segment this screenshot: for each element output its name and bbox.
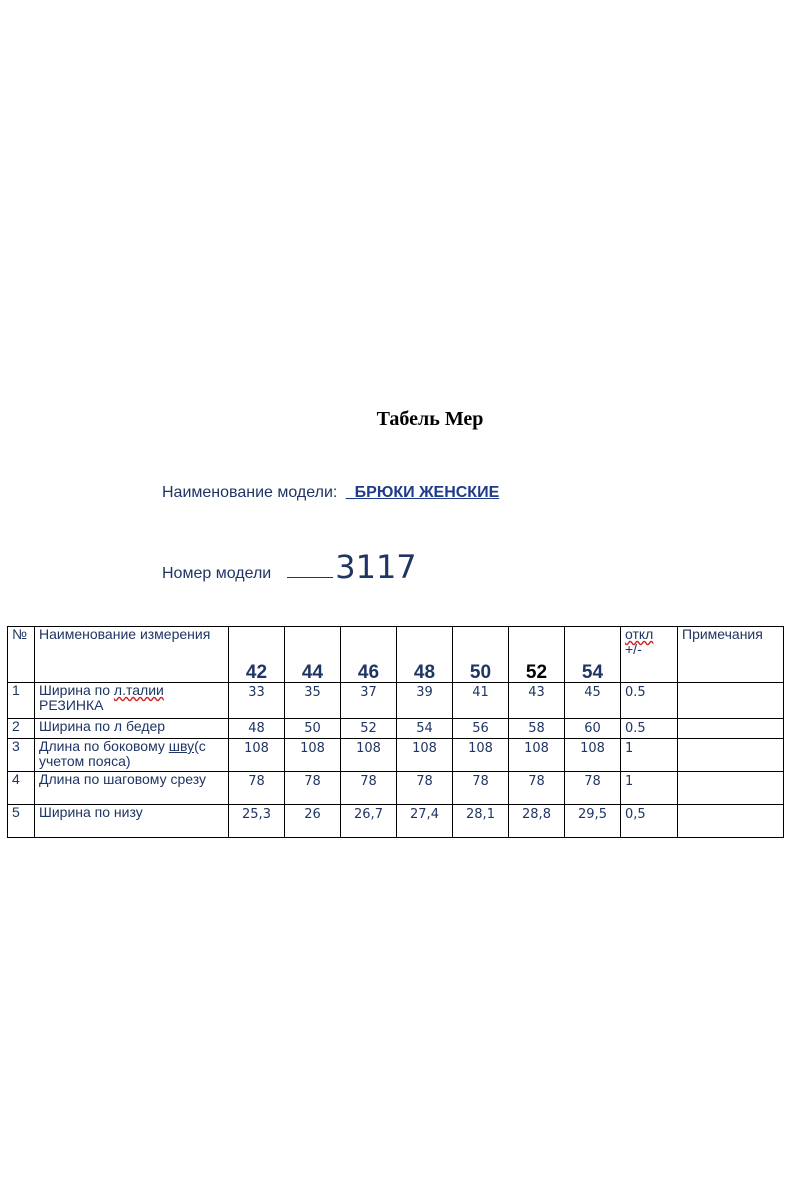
- row-value: 28,8: [509, 805, 565, 838]
- row-value: 108: [229, 739, 285, 772]
- header-measurement-name: Наименование измерения: [35, 627, 229, 683]
- row-name-part: л.талии: [113, 682, 164, 698]
- header-num: №: [8, 627, 35, 683]
- row-notes: [678, 772, 784, 805]
- row-value: 43: [509, 683, 565, 719]
- row-value: 45: [565, 683, 621, 719]
- header-size: 46: [341, 627, 397, 683]
- header-tolerance-top: откл: [625, 626, 654, 642]
- model-number-blank-line: [287, 577, 333, 578]
- document-title: Табель Мер: [376, 408, 484, 430]
- table-header-row: [8, 627, 784, 683]
- row-value: 25,3: [229, 805, 285, 838]
- table-row: [8, 683, 784, 719]
- measurements-table: [7, 626, 784, 838]
- row-value: 78: [229, 772, 285, 805]
- row-notes: [678, 805, 784, 838]
- row-notes: [678, 739, 784, 772]
- row-value: 108: [285, 739, 341, 772]
- row-tolerance: 1: [621, 739, 678, 772]
- model-number-label: Номер модели: [162, 565, 272, 582]
- row-measurement-name: [35, 772, 229, 805]
- header-size: 52: [509, 627, 565, 683]
- row-value: 78: [565, 772, 621, 805]
- row-value: 108: [509, 739, 565, 772]
- row-tolerance: 0.5: [621, 719, 678, 739]
- header-size: 42: [229, 627, 285, 683]
- model-name-value: _БРЮКИ ЖЕНСКИЕ: [345, 484, 500, 501]
- row-value: 56: [453, 719, 509, 739]
- row-tolerance: 0,5: [621, 805, 678, 838]
- row-name-part: Ширина по низу: [39, 804, 143, 820]
- row-value: 33: [229, 683, 285, 719]
- header-notes: Примечания: [678, 627, 784, 683]
- row-value: 54: [397, 719, 453, 739]
- model-number-value: 3117: [335, 548, 417, 586]
- row-value: 78: [341, 772, 397, 805]
- row-name-part: Ширина по: [39, 682, 114, 698]
- row-measurement-name: [35, 739, 229, 772]
- row-value: 29,5: [565, 805, 621, 838]
- row-value: 78: [453, 772, 509, 805]
- row-value: 50: [285, 719, 341, 739]
- row-name-part: Ширина по л бедер: [39, 718, 166, 734]
- row-name-part: шву: [168, 738, 195, 754]
- header-tolerance: [621, 627, 678, 683]
- model-number-line: [162, 548, 417, 586]
- row-value: 78: [509, 772, 565, 805]
- row-value: 39: [397, 683, 453, 719]
- row-tolerance: 0.5: [621, 683, 678, 719]
- table-row: [8, 805, 784, 838]
- row-value: 108: [341, 739, 397, 772]
- model-name-label: Наименование модели:: [162, 484, 338, 501]
- row-value: 60: [565, 719, 621, 739]
- row-num: 3: [8, 739, 35, 772]
- row-value: 37: [341, 683, 397, 719]
- header-size: 48: [397, 627, 453, 683]
- row-value: 78: [397, 772, 453, 805]
- row-value: 41: [453, 683, 509, 719]
- row-num: 4: [8, 772, 35, 805]
- header-size: 44: [285, 627, 341, 683]
- row-value: 52: [341, 719, 397, 739]
- row-value: 108: [453, 739, 509, 772]
- row-measurement-name: [35, 805, 229, 838]
- row-value: 28,1: [453, 805, 509, 838]
- row-name-part: Длина по боковому: [39, 738, 169, 754]
- table-row: [8, 772, 784, 805]
- header-size: 54: [565, 627, 621, 683]
- row-name-part: (с учетом пояса): [39, 738, 206, 769]
- table-row: [8, 719, 784, 739]
- row-measurement-name: [35, 683, 229, 719]
- row-value: 26,7: [341, 805, 397, 838]
- row-value: 26: [285, 805, 341, 838]
- row-name-part: Длина по шаговому срезу: [39, 771, 207, 787]
- row-value: 108: [397, 739, 453, 772]
- header-size: 50: [453, 627, 509, 683]
- row-value: 108: [565, 739, 621, 772]
- row-num: 2: [8, 719, 35, 739]
- row-notes: [678, 683, 784, 719]
- row-num: 1: [8, 683, 35, 719]
- row-measurement-name: [35, 719, 229, 739]
- row-name-part: РЕЗИНКА: [39, 697, 104, 713]
- row-num: 5: [8, 805, 35, 838]
- row-value: 35: [285, 683, 341, 719]
- model-name-line: [162, 484, 499, 502]
- row-value: 58: [509, 719, 565, 739]
- table-row: [8, 739, 784, 772]
- header-tolerance-bottom: +/-: [625, 641, 642, 657]
- row-notes: [678, 719, 784, 739]
- row-value: 27,4: [397, 805, 453, 838]
- row-tolerance: 1: [621, 772, 678, 805]
- row-value: 48: [229, 719, 285, 739]
- row-value: 78: [285, 772, 341, 805]
